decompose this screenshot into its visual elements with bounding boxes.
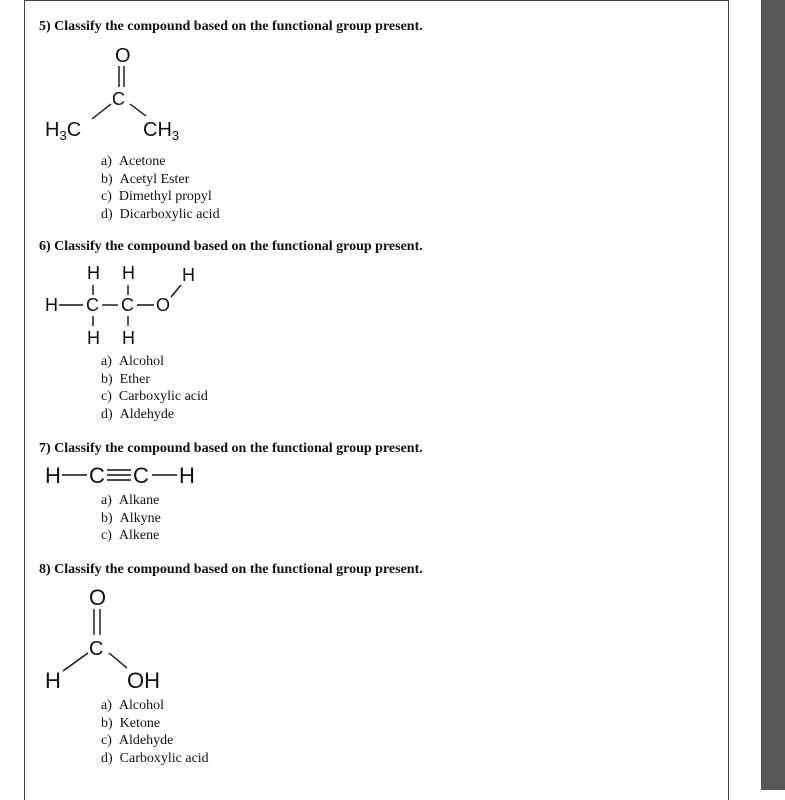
option-c[interactable]: c) Carboxylic acid (101, 389, 208, 404)
option-b[interactable]: b) Ketone (101, 715, 161, 731)
question-7-structure-acetylene (39, 459, 219, 489)
option-b[interactable]: b) Acetyl Ester (101, 171, 190, 187)
option-a[interactable]: a) Alkane (101, 493, 160, 508)
atom-h-bottom-1: H (87, 328, 100, 348)
question-6-structure-ethanol (39, 259, 239, 349)
svg-text:C: C (133, 463, 149, 488)
atom-h-top-1: H (87, 263, 100, 283)
atom-oh: OH (127, 668, 160, 693)
atom-c-2: C (121, 295, 134, 315)
document-page (24, 0, 729, 800)
question-8-structure-formic-acid (39, 583, 209, 695)
option-a[interactable]: a) Alcohol (101, 698, 164, 713)
atom-o: O (156, 295, 171, 315)
option-b[interactable]: b) Ether (101, 371, 150, 387)
question-6-title: 6) Classify the compound based on the functional group present. (39, 239, 423, 254)
option-c[interactable]: c) Alkene (101, 528, 160, 543)
question-5-title: 5) Classify the compound based on the functional group present. (39, 19, 423, 34)
atom-ch3: $CH_3$ (143, 119, 180, 143)
atom-h-top-2: H (122, 263, 135, 283)
atom-c-1: C (86, 295, 99, 315)
atom-h-left: H (45, 295, 58, 315)
question-8-title: 8) Classify the compound based on the functional group present. (39, 562, 423, 577)
option-a[interactable]: a) Alcohol (101, 354, 164, 369)
svg-text:C: C (89, 463, 105, 488)
option-d[interactable]: d) Aldehyde (101, 406, 175, 422)
formula-acetylene: H (45, 463, 61, 488)
svg-text:H: H (179, 463, 195, 488)
question-7-options (101, 492, 161, 545)
atom-o: O (89, 585, 107, 610)
option-c[interactable]: c) Dimethyl propyl (101, 189, 212, 204)
option-c[interactable]: c) Aldehyde (101, 733, 174, 748)
atom-o: O (115, 45, 131, 67)
option-d[interactable]: d) Carboxylic acid (101, 750, 209, 766)
option-a[interactable]: a) Acetone (101, 154, 166, 169)
scrollbar-track[interactable] (761, 0, 785, 790)
question-6-options (101, 353, 208, 423)
option-b[interactable]: b) Alkyne (101, 510, 161, 526)
atom-c: C (89, 638, 104, 660)
atom-c: C (112, 89, 125, 109)
question-5-options (101, 153, 220, 223)
atom-h3c: $H_3C$ (45, 119, 82, 143)
atom-h-bottom-2: H (122, 328, 135, 348)
atom-h: H (45, 668, 61, 693)
question-7-title: 7) Classify the compound based on the functional group present. (39, 441, 423, 456)
option-d[interactable]: d) Dicarboxylic acid (101, 206, 220, 222)
atom-h-hydroxyl: H (182, 265, 195, 285)
question-8-options (101, 697, 209, 767)
question-5-structure-acetone (39, 43, 199, 143)
